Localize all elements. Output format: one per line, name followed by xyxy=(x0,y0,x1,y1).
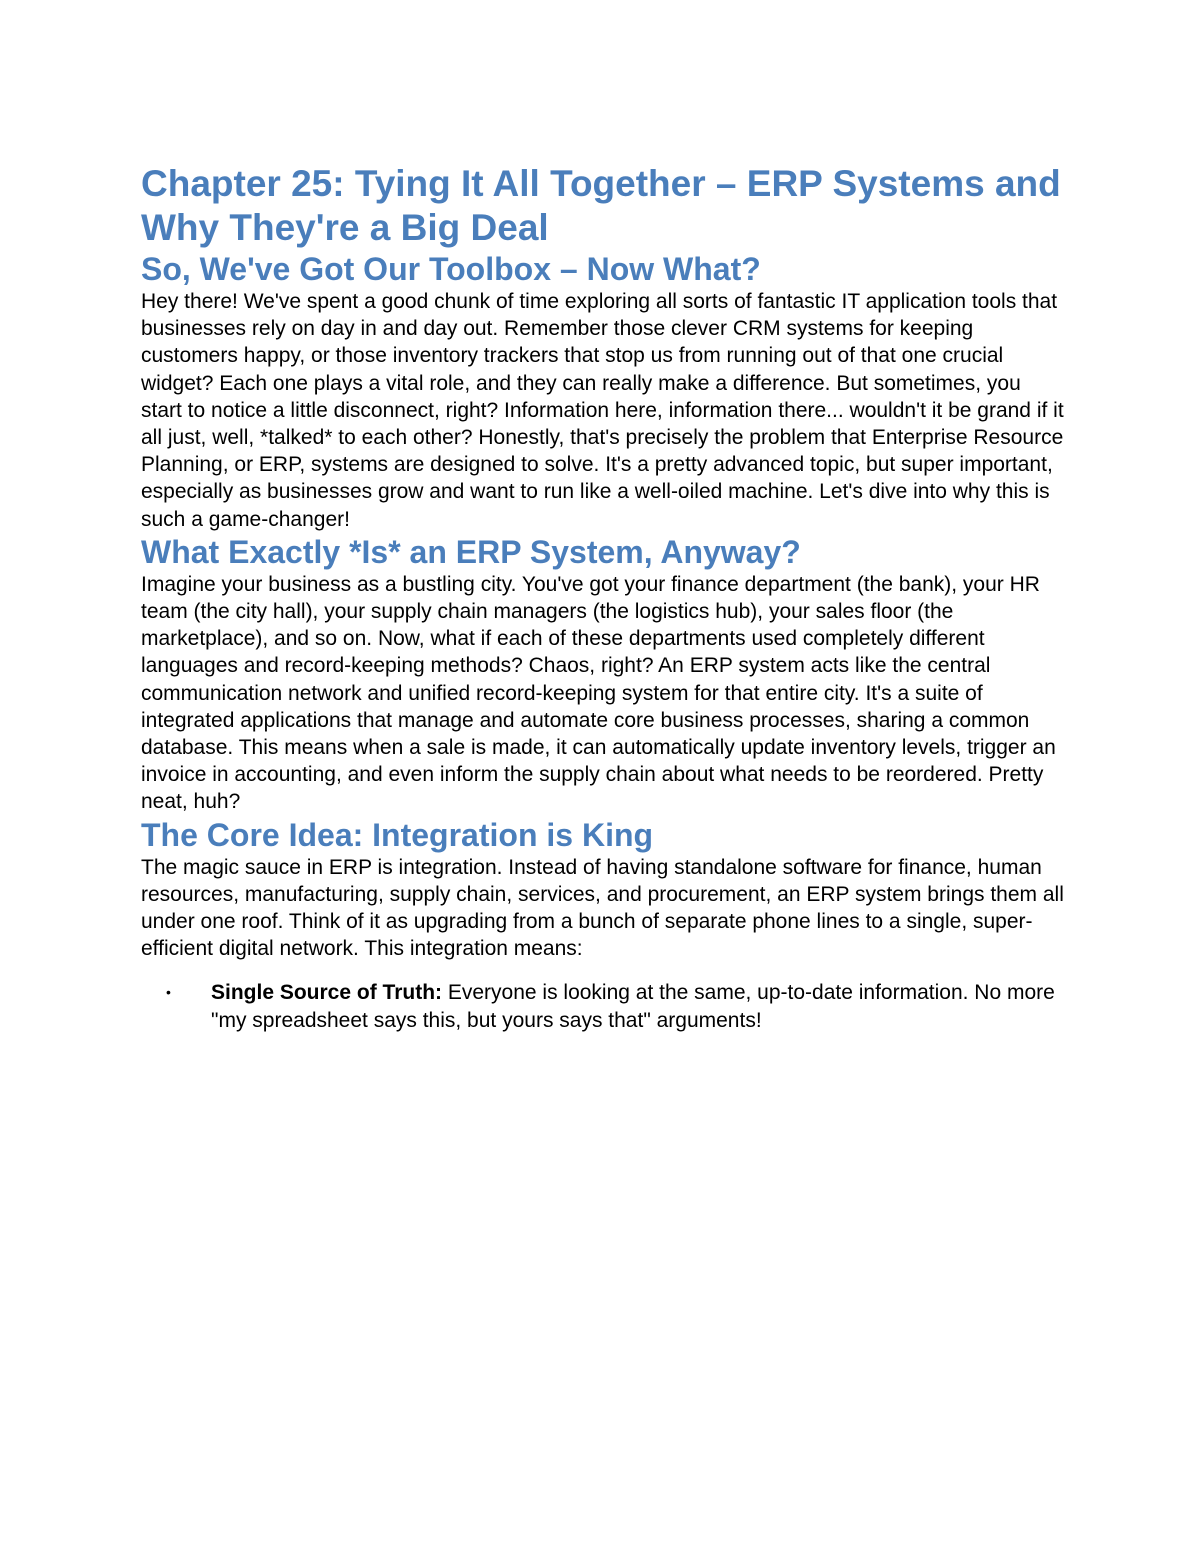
chapter-title: Chapter 25: Tying It All Together – ERP Systems and Why They're a Big Deal xyxy=(141,163,1061,248)
bullet-text: Everyone is looking at the same, up-to-date information. No more "my spreadsheet says this, but yours says that" arguments! xyxy=(211,981,1055,1032)
section-heading-what-is-erp: What Exactly *Is* an ERP System, Anyway? xyxy=(141,533,801,570)
section-paragraph-integration: The magic sauce in ERP is integration. Instead of having standalone software for finance, human resources, manufacturing, supply chain, services, and procurement, an ERP system brings them all under one roof. Think of it as upgrading from a bunch of separate phone lines to a single, super-efficient digital network. This integration means: xyxy=(141,855,1064,961)
section-heading-toolbox: So, We've Got Our Toolbox – Now What? xyxy=(141,251,761,287)
list-item xyxy=(141,979,1066,1033)
bullet-icon: • xyxy=(166,984,171,1001)
section-paragraph-what-is-erp: Imagine your business as a bustling city. You've got your finance department (the bank), your HR team (the city hall), your supply chain managers (the logistics hub), your sales floor (the marketplace), and so on. Now, what if each of these departments used completely different languages and record-keeping methods? Chaos, right? An ERP system acts like the central communication network and unified record-keeping system for that entire city. It's a suite of integrated applications that manage and automate core business processes, sharing a common database. This means when a sale is made, it can automatically update inventory levels, trigger an invoice in accounting, and even inform the supply chain about what needs to be reordered. Pretty neat, huh? xyxy=(141,572,1056,814)
bullet-term: Single Source of Truth: xyxy=(211,981,443,1005)
document-page xyxy=(141,162,1066,1034)
section-paragraph-toolbox: Hey there! We've spent a good chunk of time exploring all sorts of fantastic IT application tools that businesses rely on day in and day out. Remember those clever CRM systems for keeping customers happy, or those inventory trackers that stop us from running out of that one crucial widget? Each one plays a vital role, and they can really make a difference. But sometimes, you start to notice a little disconnect, right? Information here, information there... wouldn't it be grand if it all just, well, *talked* to each other? Honestly, that's precisely the problem that Enterprise Resource Planning, or ERP, systems are designed to solve. It's a pretty advanced topic, but super important, especially as businesses grow and want to run like a well-oiled machine. Let's dive into why this is such a game-changer! xyxy=(141,290,1064,531)
bullet-list xyxy=(141,979,1066,1033)
section-heading-integration: The Core Idea: Integration is King xyxy=(141,816,654,853)
